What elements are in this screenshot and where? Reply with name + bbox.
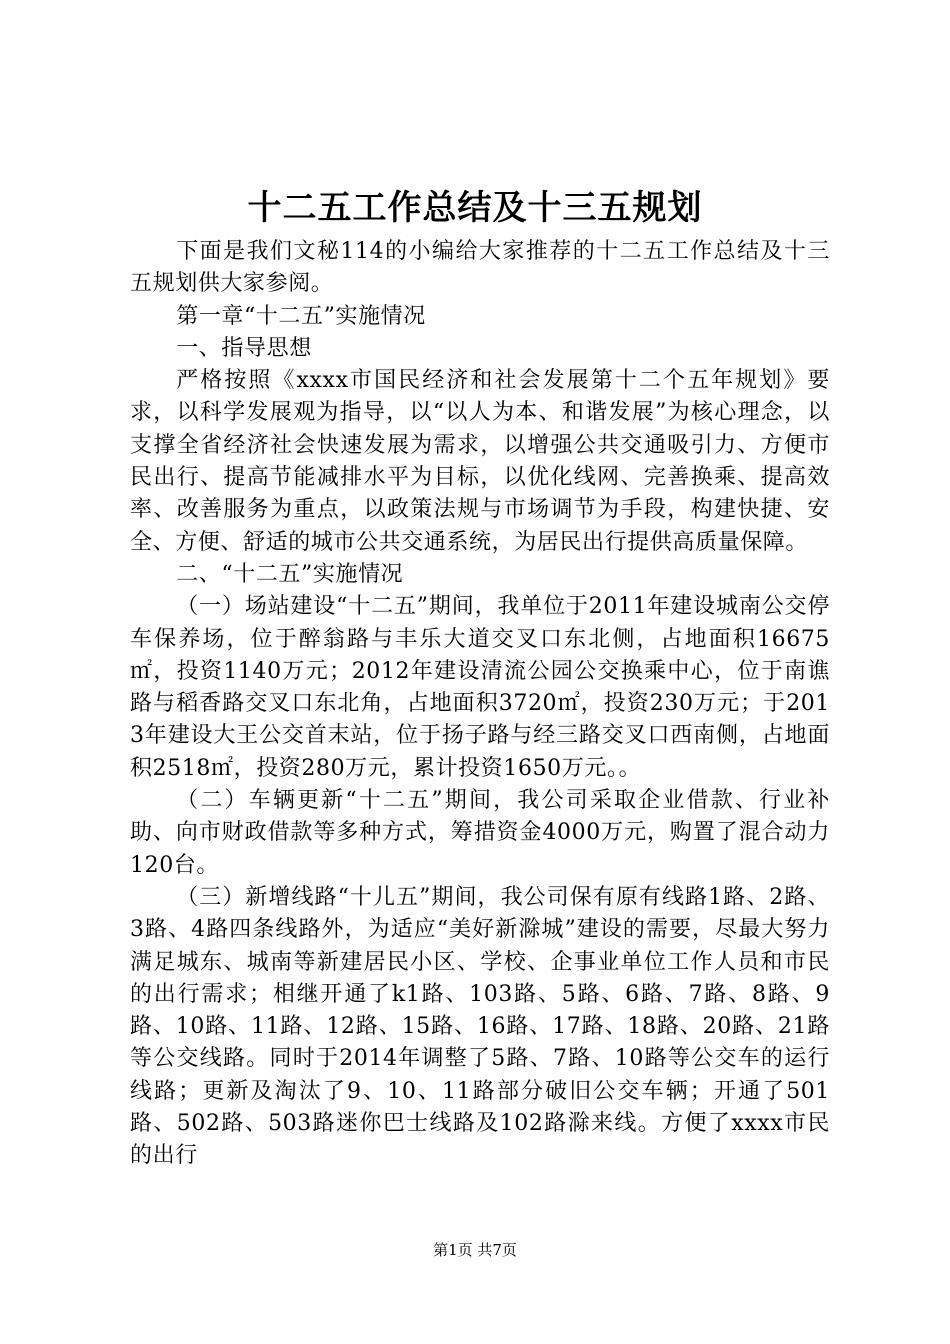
new-routes-paragraph: （三）新增线路“十儿五”期间，我公司保有原有线路1路、2路、3路、4路四条线路外，为适应“美好新滁城”建设的需要，尽最大努力满足城东、城南等新建居民小区、学校、企事业单位工作人员和市民的出行需求；相继开通了k1路、103路、5路、6路、7路、8路、9路、10路、11路、12路、15路、16路、17路、18路、20路、21路等公交线路。同时于2014年调整了5路、7路、10路等公交车的运行线路；更新及淘汰了9、10、11路部分破旧公交车辆；开通了501路、502路、503路迷你巴士线路及102路滁来线。方便了xxxx市民的出行 [130, 884, 830, 1169]
section-heading-guiding-thought: 一、指导思想 [176, 335, 312, 361]
guiding-thought-paragraph: 严格按照《xxxx市国民经济和社会发展第十二个五年规划》要求，以科学发展观为指导，以“以人为本、和谐发展”为核心理念，以支撑全省经济社会快速发展为需求，以增强公共交通吸引力、方便市民出行、提高节能减排水平为目标，以优化线网、完善换乘、提高效率、改善服务为重点，以政策法规与市场调节为手段，构建快捷、安全、方便、舒适的城市公共交通系统，为居民出行提供高质量保障。 [130, 368, 830, 555]
document-title: 十二五工作总结及十三五规划 [247, 188, 703, 228]
document-body [130, 236, 830, 1173]
chapter-heading: 第一章“十二五”实施情况 [176, 303, 426, 329]
intro-paragraph: 下面是我们文秘114的小编给大家推荐的十二五工作总结及十三五规划供大家参阅。 [130, 239, 830, 297]
station-construction-paragraph: （一）场站建设“十二五”期间，我单位于2011年建设城南公交停车保养场，位于醉翁路与丰乐大道交叉口东北侧，占地面积16675㎡，投资1140万元；2012年建设清流公园公交换乘中心，位于南谯路与稻香路交叉口东北角，占地面积3720㎡，投资230万元；于2013年建设大王公交首末站，位于扬子路与经三路交叉口西南侧，占地面积2518㎡，投资280万元，累计投资1650万元。。 [130, 594, 830, 781]
vehicle-update-paragraph: （二）车辆更新“十二五”期间，我公司采取企业借款、行业补助、向市财政借款等多种方式，筹措资金4000万元，购置了混合动力120台。 [130, 788, 830, 878]
section-heading-implementation: 二、“十二五”实施情况 [176, 561, 404, 587]
page-footer: 第1页 共7页 [433, 1241, 517, 1259]
